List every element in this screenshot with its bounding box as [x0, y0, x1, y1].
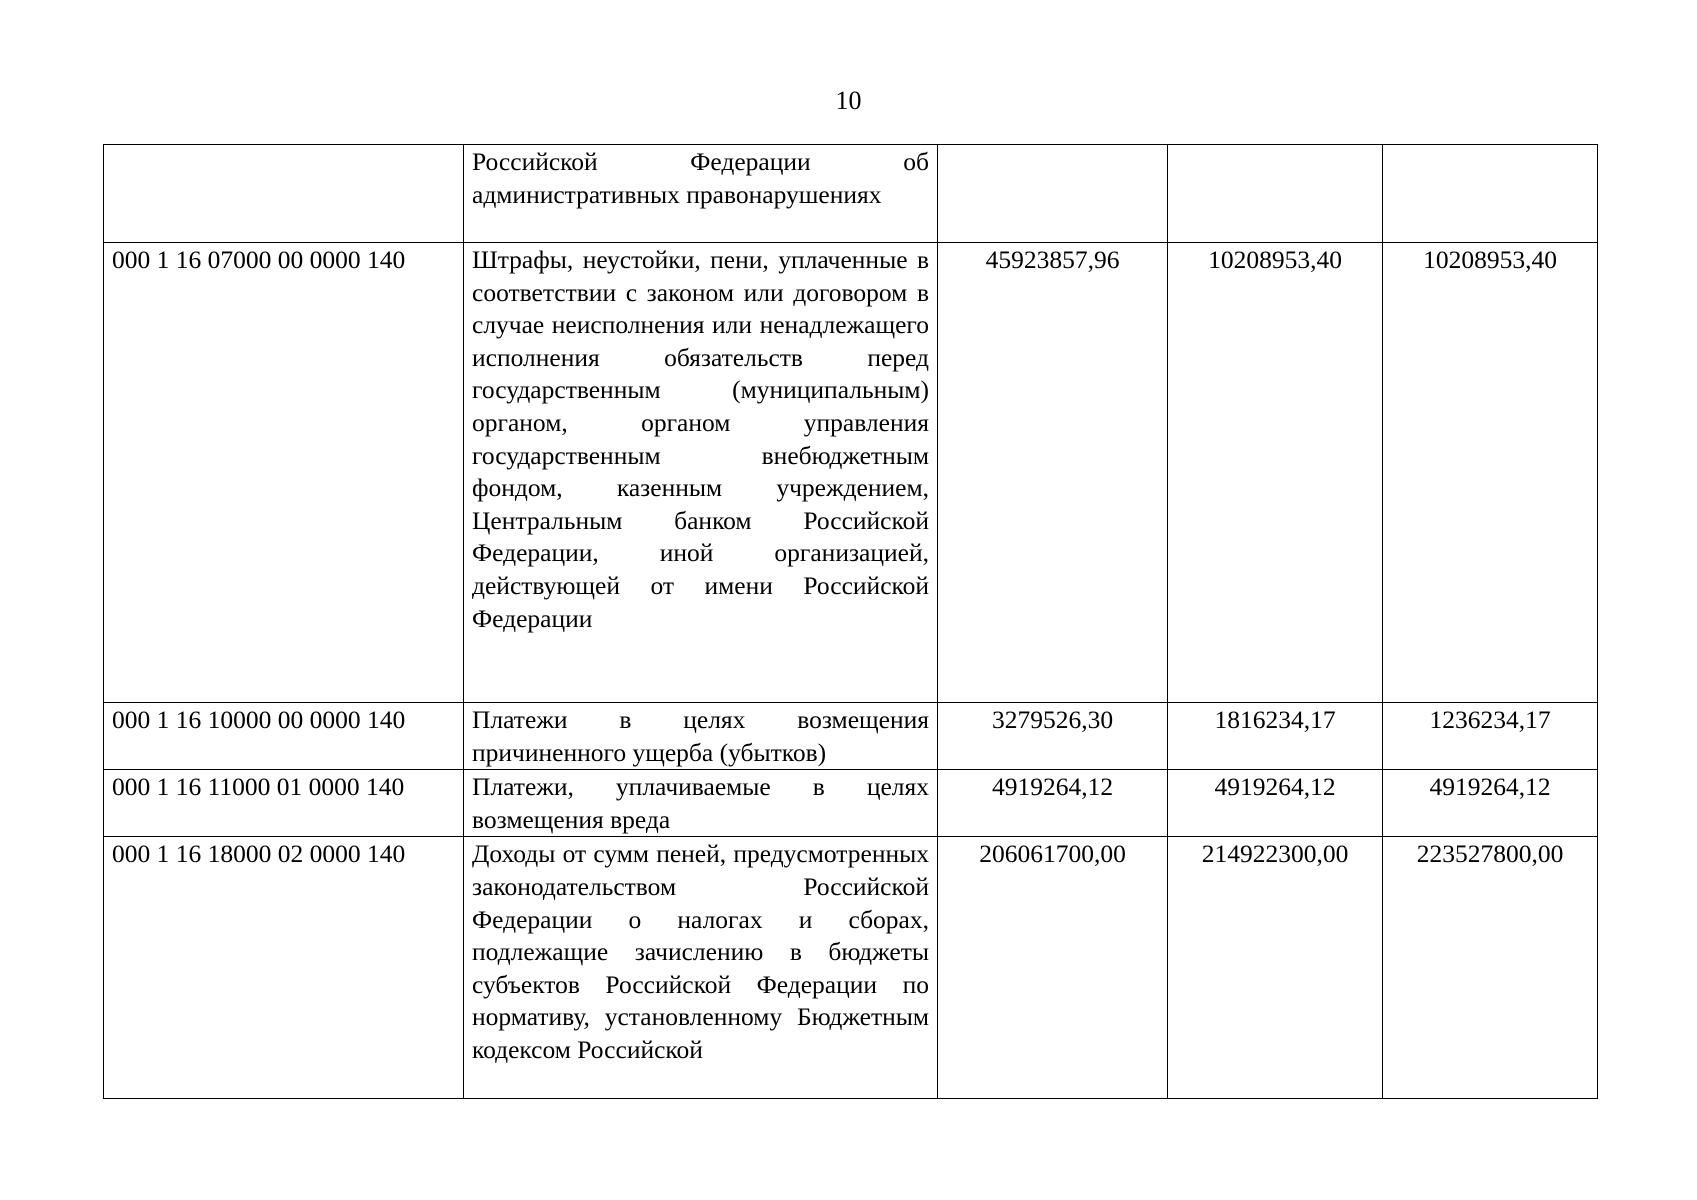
value-cell-3: 4919264,12	[1383, 770, 1598, 837]
value-cell-3: 223527800,00	[1383, 837, 1598, 1099]
value-cell-3	[1383, 145, 1598, 243]
value-cell-2: 4919264,12	[1168, 770, 1383, 837]
revenue-name-text: Платежи в целях возмещения причиненного ущерба (убытков)	[472, 705, 929, 767]
revenue-name-cell	[464, 145, 938, 243]
revenue-name-text: Доходы от сумм пеней, предусмотренных законодательством Российской Федерации о налогах и сборах, подлежащие зачислению в бюджеты субъектов Российской Федерации по нормативу, установленному Бюджетным кодексом Российской	[472, 839, 929, 1064]
value-cell-1	[938, 145, 1168, 243]
table-row	[104, 837, 1598, 1099]
table-row	[104, 703, 1598, 770]
revenue-name-cell	[464, 770, 938, 837]
revenue-name-text: Платежи, уплачиваемые в целях возмещения вреда	[472, 772, 929, 834]
revenue-code-cell: 000 1 16 10000 00 0000 140	[104, 703, 464, 770]
revenue-code-cell: 000 1 16 18000 02 0000 140	[104, 837, 464, 1099]
table-row	[104, 770, 1598, 837]
revenue-name-cell	[464, 243, 938, 703]
value-cell-2: 214922300,00	[1168, 837, 1383, 1099]
value-cell-1: 45923857,96	[938, 243, 1168, 703]
revenue-table	[103, 144, 1598, 1099]
revenue-code-cell: 000 1 16 07000 00 0000 140	[104, 243, 464, 703]
revenue-name-cell	[464, 703, 938, 770]
table-row	[104, 243, 1598, 703]
value-cell-2: 1816234,17	[1168, 703, 1383, 770]
revenue-name-text: Штрафы, неустойки, пени, уплаченные в соответствии с законом или договором в случае неисполнения или ненадлежащего исполнения обязательств перед государственным (муниципальным) органом, органом управления государственным внебюджетным фондом, казенным учреждением, Центральным банком Российской Федерации, иной организацией, действующей от имени Российской Федерации	[472, 245, 929, 633]
value-cell-3: 1236234,17	[1383, 703, 1598, 770]
value-cell-1: 206061700,00	[938, 837, 1168, 1099]
revenue-name-text: Российской Федерации об административных правонарушениях	[472, 147, 929, 209]
value-cell-3: 10208953,40	[1383, 243, 1598, 703]
value-cell-1: 3279526,30	[938, 703, 1168, 770]
value-cell-2	[1168, 145, 1383, 243]
value-cell-2: 10208953,40	[1168, 243, 1383, 703]
revenue-name-cell	[464, 837, 938, 1099]
revenue-code-cell	[104, 145, 464, 243]
page-number: 10	[835, 86, 862, 115]
table-row	[104, 145, 1598, 243]
revenue-code-cell: 000 1 16 11000 01 0000 140	[104, 770, 464, 837]
value-cell-1: 4919264,12	[938, 770, 1168, 837]
